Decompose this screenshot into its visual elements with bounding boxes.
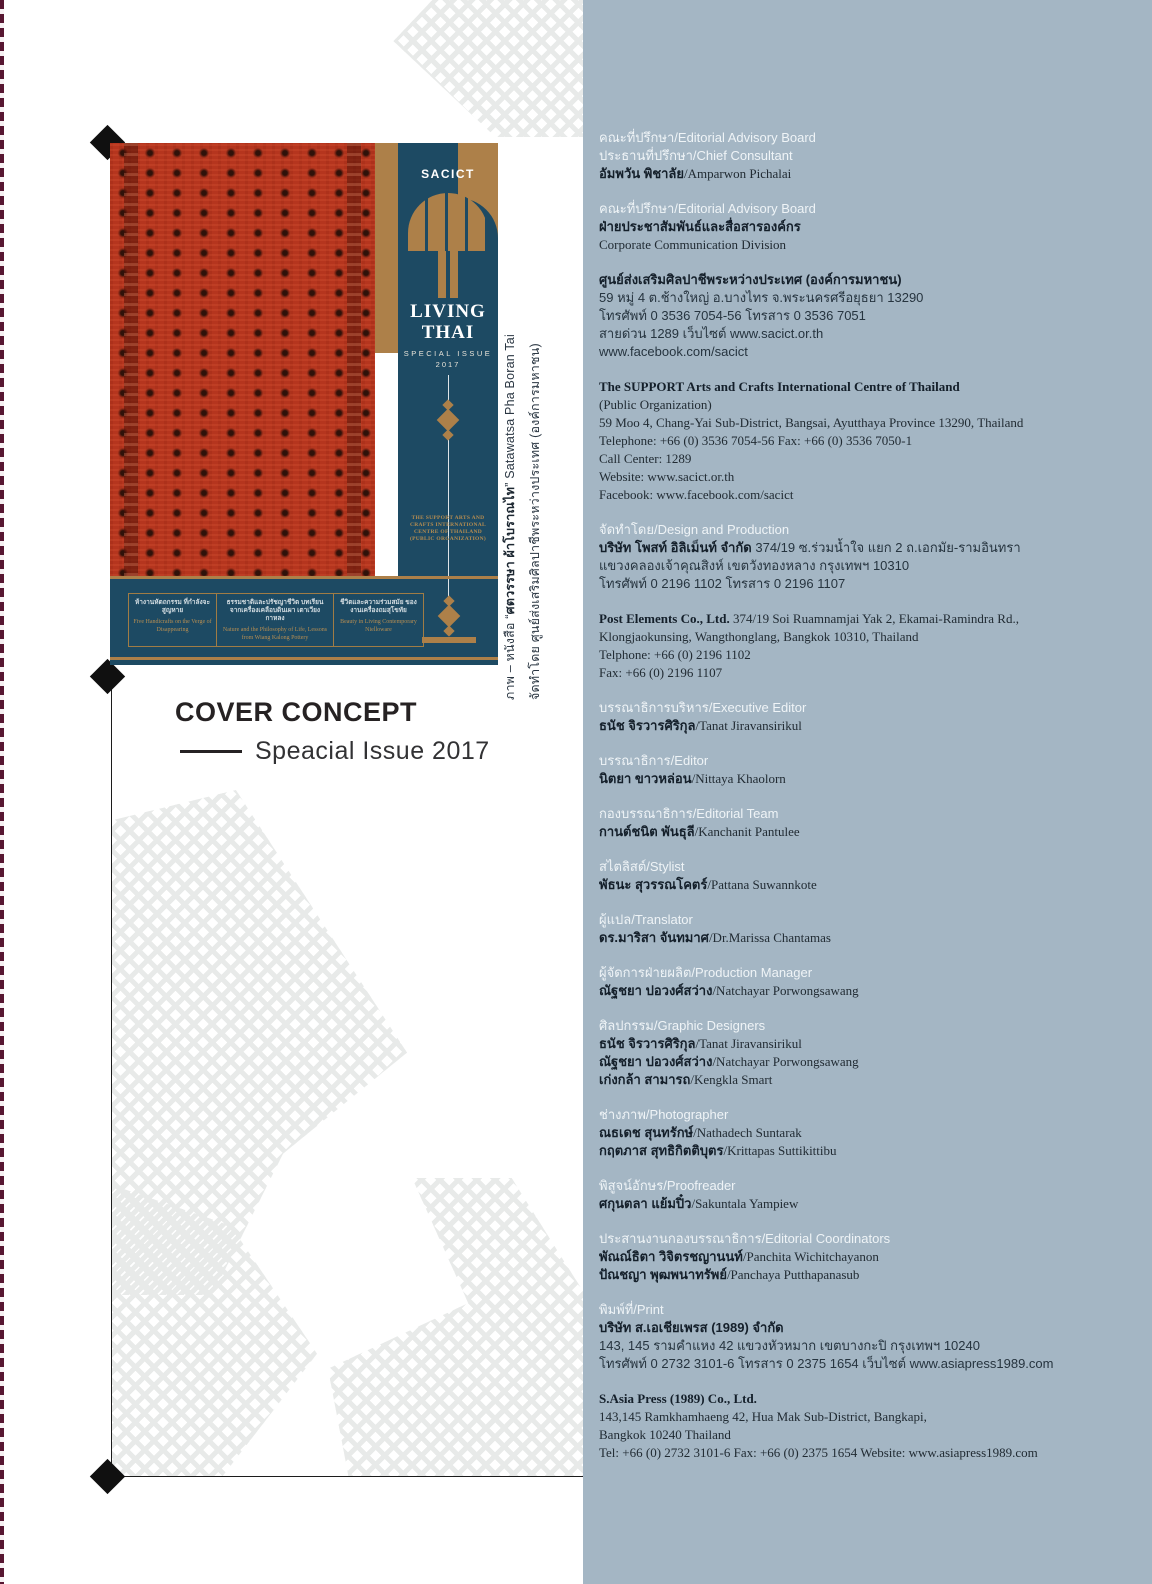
issn-bar <box>422 637 476 643</box>
credit-line <box>599 610 1112 628</box>
credits-section <box>599 1106 1112 1160</box>
teaser-english: Nature and the Philosophy of Life, Lessons from Wiang Kalong Pottery <box>222 627 328 641</box>
credit-line: 143,145 Ramkhamhaeng 42, Hua Mak Sub-District, Bangkapi, <box>599 1409 927 1424</box>
credit-name-bold: กานต์ชนิต พันธุลี <box>599 824 695 839</box>
credits-section <box>599 271 1112 361</box>
credit-line: ประธานที่ปรึกษา/Chief Consultant <box>599 148 793 163</box>
credit-name-rest: /Tanat Jiravansirikul <box>695 1036 802 1051</box>
credit-name-rest: /Tanat Jiravansirikul <box>695 718 802 733</box>
credit-name-bold: บริษัท โพสท์ อิลิเม็นท์ จำกัด <box>599 540 752 555</box>
credit-name-bold: Post Elements Co., Ltd. <box>599 611 730 626</box>
credit-name-rest: 374/19 ซ.ร่วมน้ำใจ แยก 2 ถ.เอกมัย-รามอินทรา <box>751 540 1021 555</box>
caption-suffix: ” Satawatsa Pha Boran Tai <box>503 334 517 487</box>
credit-line <box>599 1071 1112 1089</box>
teaser-thai: ธรรมชาติและปรัชญาชีวิต บทเรียนจากเครื่องเคลือบดินเผา เตาเวียงกาหลง <box>226 599 324 622</box>
cover-bottom-band <box>110 579 498 660</box>
credit-name-bold: The SUPPORT Arts and Crafts International Centre of Thailand <box>599 379 960 394</box>
credit-line: Call Center: 1289 <box>599 451 692 466</box>
credit-line: กองบรรณาธิการ/Editorial Team <box>599 806 779 821</box>
credit-name-rest: /Natchayar Porwongsawang <box>712 983 859 998</box>
credit-line: Corporate Communication Division <box>599 237 787 252</box>
credit-name-rest: /Panchaya Putthapanasub <box>726 1267 860 1282</box>
cover-concept-title: COVER CONCEPT <box>175 697 418 727</box>
credit-line: ประสานงานกองบรรณาธิการ/Editorial Coordinators <box>599 1231 891 1246</box>
credit-name-bold: กฤตภาส สุทธิกิตติบุตร <box>599 1143 724 1158</box>
credit-line: Website: www.sacict.or.th <box>599 469 735 484</box>
logo-trunk <box>438 251 458 298</box>
caption-line-2: จัดทำโดย ศูนย์ส่งเสริมศิลปาชีพระหว่างประเทศ (องค์การมหาชน) <box>528 343 542 700</box>
credit-line <box>599 1142 1112 1160</box>
credits-section <box>599 1230 1112 1284</box>
credit-name-bold: ศกุนตลา แย้มปิ๋ว <box>599 1196 692 1211</box>
credit-line: สายด่วน 1289 เว็บไซต์ www.sacict.or.th <box>599 326 824 341</box>
teaser-box <box>334 594 423 646</box>
credit-name-bold: เก่งกล้า สามารถ <box>599 1072 691 1087</box>
credit-line: จัดทำโดย/Design and Production <box>599 522 790 537</box>
credit-line <box>599 165 1112 183</box>
diamond-icon <box>437 409 460 432</box>
credit-name-rest: /Nittaya Khaolorn <box>691 771 786 786</box>
masthead-living: LIVING <box>410 301 486 322</box>
credit-line: โทรศัพท์ 0 2196 1102 โทรสาร 0 2196 1107 <box>599 576 846 591</box>
credit-line <box>599 271 1112 289</box>
credits-section <box>599 521 1112 593</box>
thai-fret-pattern <box>340 0 583 137</box>
cover-band-tail <box>110 660 498 665</box>
credit-line <box>599 982 1112 1000</box>
credits-section <box>599 964 1112 1000</box>
cover-concept-subtitle: Speacial Issue 2017 <box>255 737 490 765</box>
credit-line: ผู้แปล/Translator <box>599 912 693 927</box>
credit-name-rest: /Pattana Suwannkote <box>707 877 817 892</box>
credit-name-bold: ณธเดช สุนทรักษ์ <box>599 1125 694 1140</box>
credit-line: Facebook: www.facebook.com/sacict <box>599 487 794 502</box>
sacict-logo-wordmark: SACICT <box>421 167 475 181</box>
credit-line <box>599 539 1112 557</box>
credit-line <box>599 1195 1112 1213</box>
textile-border-stripe <box>124 143 138 576</box>
credit-name-bold: ปัณชญา พุฒพนาทรัพย์ <box>599 1267 727 1282</box>
credit-name-rest: /Kanchanit Pantulee <box>694 824 800 839</box>
band-right-zone <box>422 579 498 657</box>
credits-column <box>583 0 1152 1584</box>
credit-line <box>599 1248 1112 1266</box>
credit-line: แขวงคลองเจ้าคุณสิงห์ เขตวังทองหลาง กรุงเทพฯ 10310 <box>599 558 910 573</box>
credit-name-bold: ธนัช จิรวารศิริกุล <box>599 718 696 733</box>
credit-name-bold: พัณณ์ธิตา วิจิตรชญานนท์ <box>599 1249 743 1264</box>
credit-name-bold: ศูนย์ส่งเสริมศิลปาชีพระหว่างประเทศ (องค์การมหาชน) <box>599 272 902 287</box>
teaser-box <box>129 594 217 646</box>
teaser-thai: ชีวิตและความร่วมสมัย ของงานเครื่องถมสุโขทัย <box>340 599 417 614</box>
trim-line-horizontal <box>118 1476 583 1477</box>
gold-diamond-ornament <box>411 597 487 635</box>
credit-name-rest: /Krittapas Suttikittibu <box>723 1143 837 1158</box>
caption-book-title: ศตวรรษา ผ้าโบราณไท <box>503 486 517 615</box>
credit-line: Bangkok 10240 Thailand <box>599 1427 731 1442</box>
credit-line: ผู้จัดการฝ่ายผลิต/Production Manager <box>599 965 813 980</box>
credit-line: พิมพ์ที่/Print <box>599 1302 664 1317</box>
credit-line <box>599 1319 1112 1337</box>
credit-name-rest: /Natchayar Porwongsawang <box>712 1054 859 1069</box>
credit-line <box>599 378 1112 396</box>
credit-line: 59 Moo 4, Chang-Yai Sub-District, Bangsai, Ayutthaya Province 13290, Thailand <box>599 415 1024 430</box>
credits-section <box>599 378 1112 504</box>
credits-section <box>599 1390 1112 1462</box>
caption-line-1 <box>500 292 520 700</box>
credit-name-bold: ณัฐชยา ปอวงศ์สว่าง <box>599 1054 713 1069</box>
credit-line: 59 หมู่ 4 ต.ช้างใหญ่ อ.บางไทร จ.พระนครศรีอยุธยา 13290 <box>599 290 924 305</box>
teaser-box <box>217 594 334 646</box>
textile-border-stripe <box>347 143 361 576</box>
credit-line <box>599 1053 1112 1071</box>
credits-section <box>599 1017 1112 1089</box>
credit-line: บรรณาธิการ/Editor <box>599 753 709 768</box>
credit-line: 143, 145 รามคำแหง 42 แขวงหัวหมาก เขตบางกะปิ กรุงเทพฯ 10240 <box>599 1338 980 1353</box>
credit-name-rest: /Kengkla Smart <box>690 1072 773 1087</box>
cover-gold-bar <box>375 143 398 353</box>
credit-line <box>599 823 1112 841</box>
credit-line <box>599 218 1112 236</box>
gold-diamond-ornament <box>398 401 498 439</box>
credit-line <box>599 770 1112 788</box>
credit-name-bold: อัมพวัน พิชาลัย <box>599 166 685 181</box>
dash-rule <box>180 750 242 753</box>
caption-prefix: ภาพ – หนังสือ “ <box>503 614 517 700</box>
diamond-icon <box>438 605 461 628</box>
teaser-boxes <box>128 593 424 647</box>
credit-line: ช่างภาพ/Photographer <box>599 1107 729 1122</box>
credit-line <box>599 876 1112 894</box>
credit-name-rest: /Panchita Wichitchayanon <box>742 1249 879 1264</box>
teaser-english: Beauty in Living Contemporary Nielloware <box>340 619 417 633</box>
credits-section <box>599 200 1112 254</box>
red-textile-photo <box>110 143 375 576</box>
credit-line: สไตลิสต์/Stylist <box>599 859 685 874</box>
credit-line: (Public Organization) <box>599 397 712 412</box>
diamond-icon <box>442 429 453 440</box>
page-edge-dashed-strip <box>0 0 4 1584</box>
credit-line: คณะที่ปรึกษา/Editorial Advisory Board <box>599 130 816 145</box>
credit-line: ศิลปกรรม/Graphic Designers <box>599 1018 766 1033</box>
credit-name-bold: นิตยา ขาวหล่อน <box>599 771 692 786</box>
credit-name-bold: ธนัช จิรวารศิริกุล <box>599 1036 696 1051</box>
credit-name-bold: ดร.มาริสา จันทมาศ <box>599 930 709 945</box>
credit-name-bold: S.Asia Press (1989) Co., Ltd. <box>599 1391 757 1406</box>
logo-dome <box>408 193 488 251</box>
vertical-photo-caption <box>500 292 545 700</box>
credit-name-bold: พัธนะ สุวรรณโคตร์ <box>599 877 708 892</box>
credit-line: โทรศัพท์ 0 2732 3101-6 โทรสาร 0 2375 1654 เว็บไซต์ www.asiapress1989.com <box>599 1356 1054 1371</box>
magazine-cover <box>110 143 498 665</box>
thai-fret-pattern <box>112 1185 317 1476</box>
credit-name-bold: ฝ่ายประชาสัมพันธ์และสื่อสารองค์กร <box>599 219 801 234</box>
credit-line: Tel: +66 (0) 2732 3101-6 Fax: +66 (0) 2375 1654 Website: www.asiapress1989.com <box>599 1445 1038 1460</box>
credit-line: คณะที่ปรึกษา/Editorial Advisory Board <box>599 201 816 216</box>
credit-line <box>599 1390 1112 1408</box>
credit-name-rest: /Sakuntala Yampiew <box>691 1196 799 1211</box>
credit-line: Fax: +66 (0) 2196 1107 <box>599 665 723 680</box>
credit-line <box>599 717 1112 735</box>
teaser-english: Five Handicrafts on the Verge of Disappearing <box>133 619 212 633</box>
credit-name-rest: /Dr.Marissa Chantamas <box>708 930 831 945</box>
credit-line: โทรศัพท์ 0 3536 7054-56 โทรสาร 0 3536 7051 <box>599 308 866 323</box>
credit-line: Klongjaokunsing, Wangthonglang, Bangkok 10310, Thailand <box>599 629 919 644</box>
credit-line: Telephone: +66 (0) 3536 7054-56 Fax: +66 (0) 3536 7050-1 <box>599 433 913 448</box>
credit-name-rest: /Nathadech Suntarak <box>693 1125 802 1140</box>
credits-section <box>599 699 1112 735</box>
credit-name-rest: /Amparwon Pichalai <box>684 166 792 181</box>
credits-section <box>599 805 1112 841</box>
diamond-icon <box>443 625 454 636</box>
credit-name-bold: บริษัท ส.เอเชียเพรส (1989) จำกัด <box>599 1320 784 1335</box>
credit-name-rest: 374/19 Soi Ruamnamjai Yak 2, Ekamai-Ramindra Rd., <box>729 611 1019 626</box>
masthead-thai: THAI <box>421 322 475 343</box>
credits-section <box>599 858 1112 894</box>
credits-section <box>599 610 1112 682</box>
cover-teal-panel <box>398 143 498 576</box>
credits-section <box>599 752 1112 788</box>
credit-line: Telphone: +66 (0) 2196 1102 <box>599 647 751 662</box>
credits-section <box>599 1177 1112 1213</box>
credit-line: www.facebook.com/sacict <box>599 344 748 359</box>
masthead-special-issue: SPECIAL ISSUE <box>403 349 493 358</box>
support-centre-text: THE SUPPORT ARTS AND CRAFTS INTERNATIONAL CENTRE OF THAILAND (PUBLIC ORGANIZATION) <box>409 515 487 542</box>
credits-section <box>599 911 1112 947</box>
credit-line <box>599 1266 1112 1284</box>
masthead-year: 2017 <box>435 360 461 369</box>
credit-line <box>599 1035 1112 1053</box>
credits-section <box>599 129 1112 183</box>
credits-section <box>599 1301 1112 1373</box>
cover-concept-block <box>175 697 490 766</box>
credit-line <box>599 929 1112 947</box>
credit-name-bold: ณัฐชยา ปอวงศ์สว่าง <box>599 983 713 998</box>
credit-line: พิสูจน์อักษร/Proofreader <box>599 1178 736 1193</box>
thai-fret-pattern <box>328 1178 583 1476</box>
sacict-logo-arch <box>408 193 488 298</box>
teaser-thai: ห้างานหัตถกรรม ที่กำลังจะสูญหาย <box>135 599 210 614</box>
credit-line: บรรณาธิการบริหาร/Executive Editor <box>599 700 807 715</box>
credit-line <box>599 1124 1112 1142</box>
